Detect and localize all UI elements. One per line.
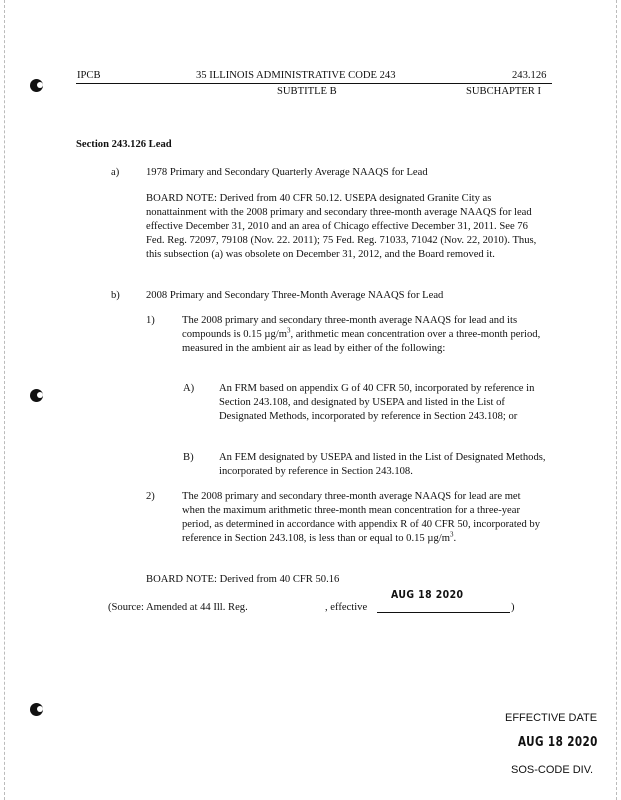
effective-date-blank [377,612,510,613]
item-1A-label: A) [183,383,195,394]
punch-hole-top [30,79,43,92]
scan-edge-left [4,0,5,800]
stamp-line-3: SOS-CODE DIV. [511,764,594,776]
section-title: Section 243.126 Lead [76,139,172,150]
item-1A-text: An FRM based on appendix G of 40 CFR 50, incorporated by reference in Section 243.108, and designated by USEPA and listed in the List of Designated Methods, incorporated by reference in Section 243.108; or [219,383,535,422]
header-rule [76,83,552,84]
subsection-a-label: a) [111,167,120,178]
stamp-line-1: EFFECTIVE DATE [505,712,598,724]
item-2-text: The 2008 primary and secondary three-month average NAAQS for lead are met when the maximum arithmetic three-month mean concentration for a three-year period, as determined in accordance with appendix R of 40 CFR 50, incorporated by reference in Section 243.108, is less than or equal to 0.15 $\mu g/m^3$. [182,491,541,544]
item-1-text: The 2008 primary and secondary three-month average NAAQS for lead and its compounds is 0.15 $\mu g/m^3$, arithmetic mean concentration over a three-month period, measured in the ambient air as lead by either of the following: [182,315,541,354]
subsection-a-title: 1978 Primary and Secondary Quarterly Average NAAQS for Lead [146,167,428,178]
item-2-label: 2) [146,491,155,502]
stamp-date: AUG 18 2020 [518,735,598,750]
header-agency: IPCB [77,70,101,81]
scan-edge-right [616,0,617,800]
source-prefix: (Source: Amended at 44 Ill. Reg. [108,602,248,613]
header-code-title: 35 ILLINOIS ADMINISTRATIVE CODE 243 [196,70,396,81]
punch-hole-bottom [30,703,43,716]
item-1-label: 1) [146,315,155,326]
header-subchapter: SUBCHAPTER I [466,86,542,97]
header-subtitle: SUBTITLE B [277,86,337,97]
header-section-number: 243.126 [512,70,547,81]
item-1B-label: B) [183,452,194,463]
handwritten-effective-date: AUG 18 2020 [391,588,464,601]
punch-hole-middle [30,389,43,402]
subsection-a-board-note: BOARD NOTE: Derived from 40 CFR 50.12. USEPA designated Granite City as nonattainment with the 2008 primary and secondary three-month average NAAQS for lead effective December 31, 2010 and an area of Chicago effective December 31, 2011. See 76 Fed. Reg. 72097, 79108 (Nov. 22. 2011); 75 Fed. Reg. 71033, 71042 (Nov. 22, 2010). Thus, this subsection (a) was obsolete on December 31, 2012, and the Board removed it. [146,193,537,260]
subsection-b-board-note: BOARD NOTE: Derived from 40 CFR 50.16 [146,574,340,585]
source-suffix: ) [511,602,515,613]
subsection-b-title: 2008 Primary and Secondary Three-Month Average NAAQS for Lead [146,290,444,301]
item-1B-text: An FEM designated by USEPA and listed in the List of Designated Methods, incorporated by reference in Section 243.108. [219,452,546,477]
subsection-b-label: b) [111,290,120,301]
source-effective-label: , effective [325,602,368,613]
